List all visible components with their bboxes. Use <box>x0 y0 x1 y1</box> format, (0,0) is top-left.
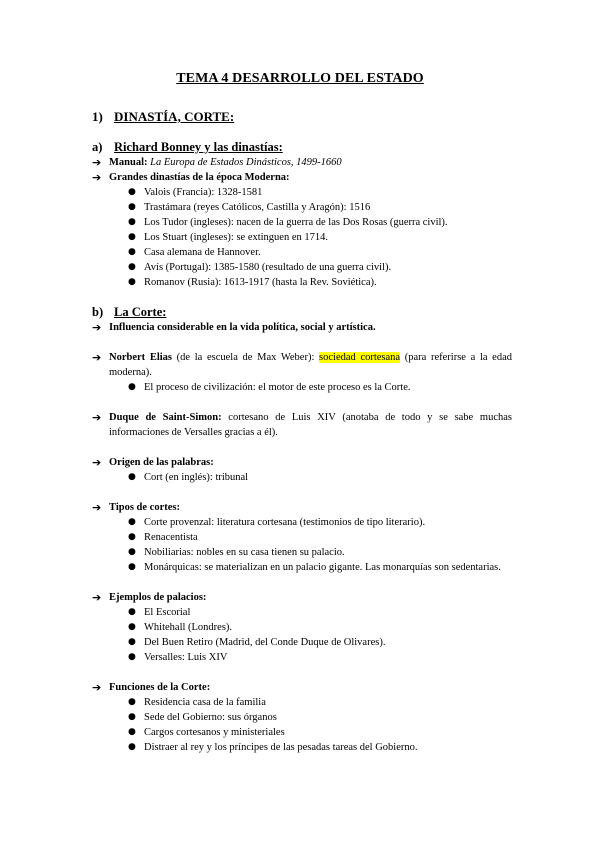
bullet-icon: ● <box>128 622 136 632</box>
highlighted-term: sociedad cortesana <box>319 352 401 363</box>
list-item: ● Sede del Gobierno: sus órganos <box>128 712 277 723</box>
bullet-icon: ● <box>128 277 136 287</box>
bullet-icon: ● <box>128 187 136 197</box>
bullet-icon: ● <box>128 202 136 212</box>
list-item: ● Residencia casa de la familia <box>128 697 266 708</box>
bullet-icon: ● <box>128 382 136 392</box>
section-number: 1) <box>92 109 103 124</box>
bullet-icon: ● <box>128 532 136 542</box>
subsection-number: b) <box>92 305 104 319</box>
elias-name: Norbert Elias <box>109 352 172 363</box>
bullet-icon: ● <box>128 607 136 617</box>
bullet-icon: ● <box>128 697 136 707</box>
ejemplos-line <box>92 590 512 605</box>
list-item: ● Distraer al rey y los príncipes de las pesadas tareas del Gobierno. <box>128 742 418 753</box>
subsection-heading-bonney <box>92 140 283 155</box>
list-item: ● El proceso de civilización: el motor de este proceso es la Corte. <box>128 382 411 393</box>
funciones-line <box>92 680 512 695</box>
bullet-icon: ● <box>128 547 136 557</box>
manual-book: La Europa de Estados Dinásticos, 1499-1660 <box>150 157 342 168</box>
arrow-icon: ➔ <box>92 411 102 424</box>
arrow-icon: ➔ <box>92 321 102 334</box>
arrow-icon: ➔ <box>92 171 102 184</box>
list-item: ● Valois (Francia): 1328-1581 <box>128 187 263 198</box>
manual-label: Manual: <box>109 157 148 168</box>
subsection-label: Richard Bonney y las dinastías: <box>114 140 283 154</box>
bullet-icon: ● <box>128 262 136 272</box>
funciones-label: Funciones de la Corte: <box>109 682 211 693</box>
grandes-label: Grandes dinastías de la época Moderna: <box>109 172 290 183</box>
arrow-icon: ➔ <box>92 351 102 364</box>
bullet-icon: ● <box>128 712 136 722</box>
page-title: TEMA 4 DESARROLLO DEL ESTADO <box>176 71 424 86</box>
arrow-icon: ➔ <box>92 501 102 514</box>
arrow-icon: ➔ <box>92 456 102 469</box>
subsection-label: La Corte: <box>114 305 167 319</box>
bullet-icon: ● <box>128 727 136 737</box>
influencia-line <box>92 320 512 335</box>
tipos-label: Tipos de cortes: <box>109 502 180 513</box>
bullet-icon: ● <box>128 472 136 482</box>
list-item: ● El Escorial <box>128 607 191 618</box>
list-item: ● Romanov (Rusia): 1613-1917 (hasta la Rev. Soviética). <box>128 277 377 288</box>
list-item: ● Cort (en inglés): tribunal <box>128 472 249 483</box>
tipos-line <box>92 500 512 515</box>
list-item: ● Casa alemana de Hannover. <box>128 247 261 258</box>
section-label: DINASTÍA, CORTE: <box>114 109 235 124</box>
list-item: ● Whitehall (Londres). <box>128 622 233 633</box>
saint-simon-name: Duque de Saint-Simon: <box>109 412 222 423</box>
influencia-text: Influencia considerable en la vida política, social y artística. <box>109 322 376 333</box>
arrow-icon: ➔ <box>92 156 102 169</box>
bullet-icon: ● <box>128 232 136 242</box>
list-item: ● Renacentista <box>128 532 198 543</box>
list-item: ● Nobiliarias: nobles en su casa tienen su palacio. <box>128 547 345 558</box>
list-item: ● Monárquicas: se materializan en un palacio gigante. Las monarquías son sedentarias. <box>128 562 501 573</box>
bullet-icon: ● <box>128 742 136 752</box>
grandes-dinastias-line <box>92 170 512 185</box>
list-item: ● Cargos cortesanos y ministeriales <box>128 727 285 738</box>
bullet-icon: ● <box>128 517 136 527</box>
list-item: ● Del Buen Retiro (Madrid, del Conde Duque de Olivares). <box>128 637 386 648</box>
list-item: ● Los Stuart (ingleses): se extinguen en 1714. <box>128 232 329 243</box>
list-item: ● Los Tudor (ingleses): nacen de la guerra de las Dos Rosas (guerra civil). <box>128 217 448 228</box>
elias-paragraph: ➔ Norbert Elias (de la escuela de Max Weber): sociedad cortesana (para referirse a la edad moderna). <box>92 351 513 378</box>
arrow-icon: ➔ <box>92 681 102 694</box>
arrow-icon: ➔ <box>92 591 102 604</box>
bullet-icon: ● <box>128 652 136 662</box>
subsection-heading-corte <box>92 305 166 320</box>
bullet-icon: ● <box>128 562 136 572</box>
bullet-icon: ● <box>128 637 136 647</box>
origen-line <box>92 455 512 470</box>
list-item: ● Avís (Portugal): 1385-1580 (resultado de una guerra civil). <box>128 262 392 273</box>
saint-simon-paragraph: ➔ Duque de Saint-Simon: cortesano de Luis XIV (anotaba de todo y se sabe muchas informaciones de Versalles gracias a él). <box>92 411 512 438</box>
subsection-number: a) <box>92 140 103 154</box>
bullet-icon: ● <box>128 217 136 227</box>
list-item: ● Versalles: Luis XIV <box>128 652 228 663</box>
section-heading-dinastia-corte <box>92 109 234 125</box>
ejemplos-label: Ejemplos de palacios: <box>109 592 207 603</box>
bullet-icon: ● <box>128 247 136 257</box>
manual-line <box>92 155 512 170</box>
origen-label: Origen de las palabras: <box>109 457 214 468</box>
list-item: ● Corte provenzal: literatura cortesana (testimonios de tipo literario). <box>128 517 426 528</box>
list-item: ● Trastámara (reyes Católicos, Castilla y Aragón): 1516 <box>128 202 371 213</box>
